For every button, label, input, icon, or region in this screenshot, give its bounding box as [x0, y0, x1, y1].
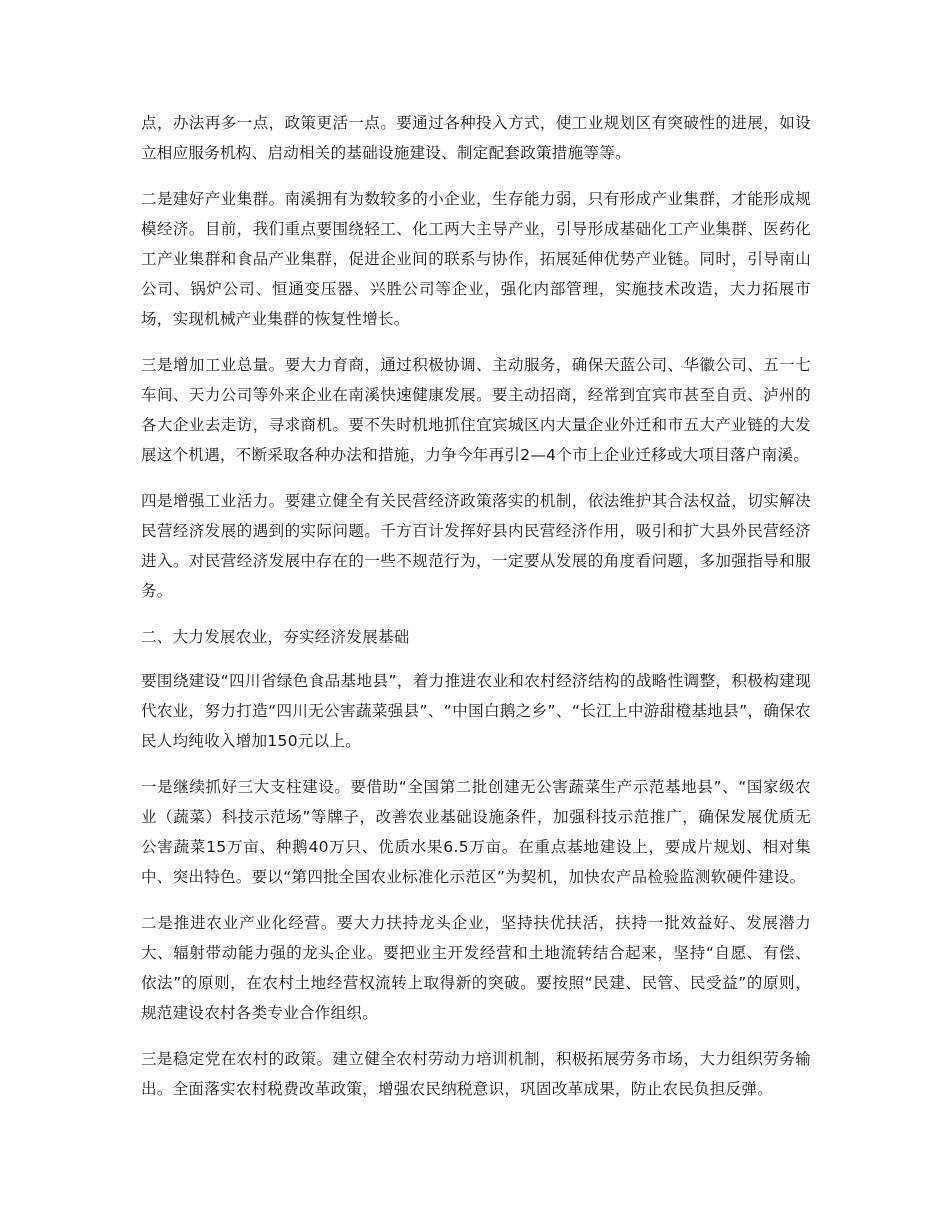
- paragraph-4: 四是增强工业活力。要建立健全有关民营经济政策落实的机制，依法维护其合法权益，切实解决民营经济发展的遇到的实际问题。千方百计发挥好县内民营经济作用，吸引和扩大县外民营经济进入。对民营经济发展中存在的一些不规范行为，一定要从发展的角度看问题，多加强指导和服务。: [141, 492, 811, 600]
- paragraph-9: 三是稳定党在农村的政策。建立健全农村劳动力培训机制，积极拓展劳务市场，大力组织劳务输出。全面落实农村税费改革政策，增强农民纳税意识，巩固改革成果，防止农民负担反弹。: [141, 1050, 811, 1098]
- paragraph-2: 二是建好产业集群。南溪拥有为数较多的小企业，生存能力弱，只有形成产业集群，才能形成规模经济。目前，我们重点要围绕轻工、化工两大主导产业，引导形成基础化工产业集群、医药化工产业集群和食品产业集群，促进企业间的联系与协作，拓展延伸优势产业链。同时，引导南山公司、锅炉公司、恒通变压器、兴胜公司等企业，强化内部管理，实施技术改造，大力拓展市场，实现机械产业集群的恢复性增长。: [141, 190, 811, 328]
- document-page: [141, 108, 811, 1120]
- paragraph-3: 三是增加工业总量。要大力育商，通过积极协调、主动服务，确保天蓝公司、华徽公司、五一七车间、天力公司等外来企业在南溪快速健康发展。要主动招商，经常到宜宾市甚至自贡、泸州的各大企业去走访，寻求商机。要不失时机地抓住宜宾城区内大量企业外迁和市五大产业链的大发展这个机遇，不断采取各种办法和措施，力争今年再引2—4个市上企业迁移或大项目落户南溪。: [141, 356, 811, 464]
- paragraph-7: 一是继续抓好三大支柱建设。要借助“全国第二批创建无公害蔬菜生产示范基地县”、“国家级农业（蔬菜）科技示范场”等牌子，改善农业基础设施条件，加强科技示范推广，确保发展优质无公害蔬菜15万亩、种鹅40万只、优质水果6.5万亩。在重点基地建设上，要成片规划、相对集中、突出特色。要以“第四批全国农业标准化示范区”为契机，加快农产品检验监测软硬件建设。: [141, 778, 811, 886]
- paragraph-1: 点，办法再多一点，政策更活一点。要通过各种投入方式，使工业规划区有突破性的进展，如设立相应服务机构、启动相关的基础设施建设、制定配套政策措施等等。: [141, 114, 811, 162]
- paragraph-8: 二是推进农业产业化经营。要大力扶持龙头企业，坚持扶优扶活，扶持一批效益好、发展潜力大、辐射带动能力强的龙头企业。要把业主开发经营和土地流转结合起来，坚持“自愿、有偿、依法”的原则，在农村土地经营权流转上取得新的突破。要按照“民建、民管、民受益”的原则，规范建设农村各类专业合作组织。: [141, 914, 811, 1022]
- section-heading: 二、大力发展农业，夯实经济发展基础: [141, 628, 410, 646]
- paragraph-6: 要围绕建设“四川省绿色食品基地县”，着力推进农业和农村经济结构的战略性调整，积极构建现代农业，努力打造“四川无公害蔬菜强县”、“中国白鹅之乡”、“长江上中游甜橙基地县”，确保农民人均纯收入增加150元以上。: [141, 672, 811, 750]
